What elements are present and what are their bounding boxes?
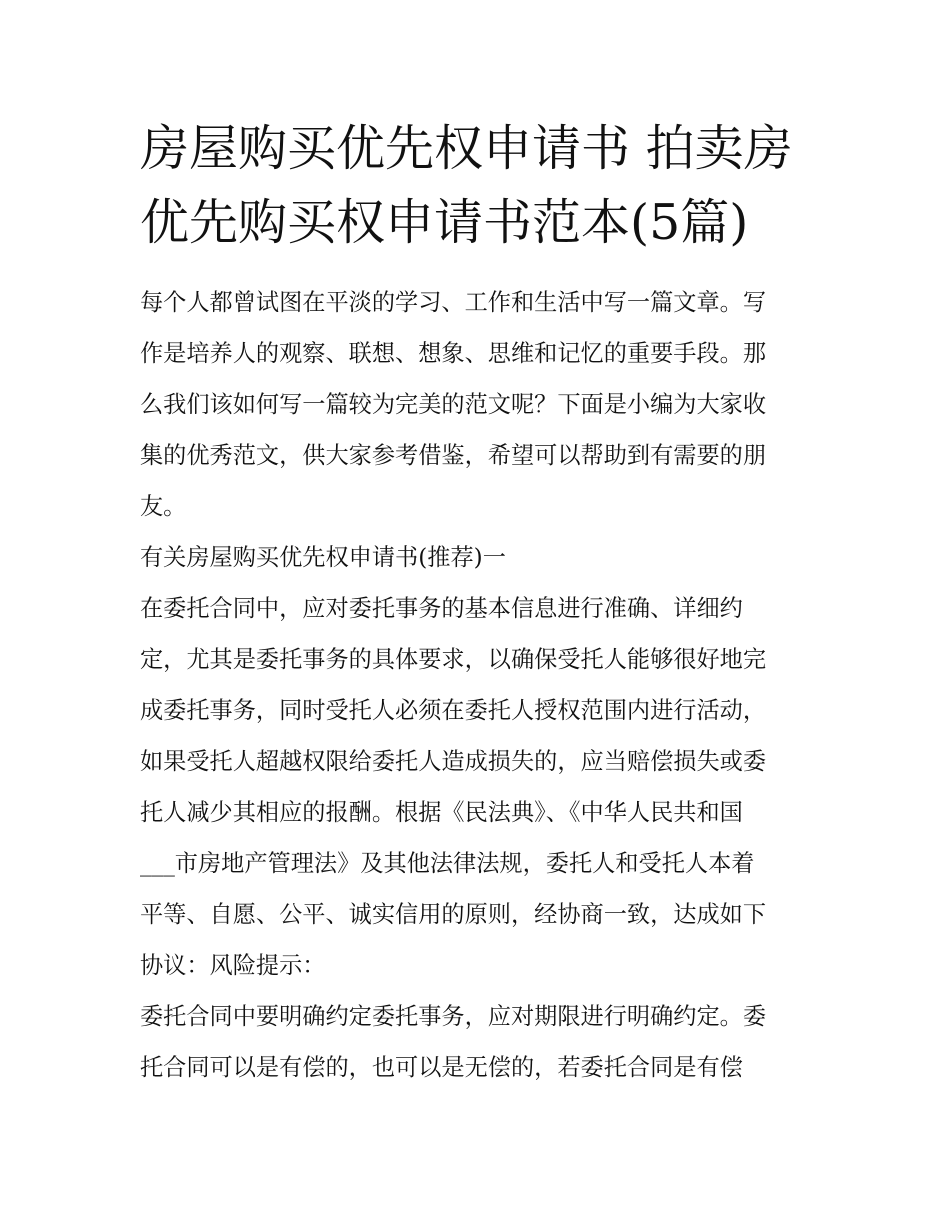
text-line: 如果受托人超越权限给委托人造成损失的，应当赔偿损失或委 (140, 748, 767, 775)
text-line: 作是培养人的观察、联想、想象、思维和记忆的重要手段。那 (140, 340, 767, 367)
text-line: 每个人都曾试图在平淡的学习、工作和生活中写一篇文章。写 (140, 289, 767, 316)
text-line: 集的优秀范文，供大家参考借鉴，希望可以帮助到有需要的朋 (140, 442, 767, 469)
text-line: 在委托合同中，应对委托事务的基本信息进行准确、详细约 (140, 595, 743, 622)
document-title (140, 112, 840, 260)
text-line: 么我们该如何写一篇较为完美的范文呢？下面是小编为大家收 (140, 391, 767, 418)
text-line: ___市房地产管理法》及其他法律法规，委托人和受托人本着 (140, 850, 755, 877)
text-line: 托合同可以是有偿的，也可以是无偿的，若委托合同是有偿 (140, 1054, 743, 1081)
text-line: 协议：风险提示： (140, 952, 326, 979)
section-heading (140, 532, 830, 583)
title-line-2: 优先购买权申请书范本(5篇) (140, 194, 749, 251)
document-body (140, 277, 830, 1093)
text-line: 成委托事务，同时受托人必须在委托人授权范围内进行活动， (140, 697, 767, 724)
title-line-1: 房屋购买优先权申请书 拍卖房 (140, 120, 793, 177)
contract-paragraph (140, 583, 830, 991)
risk-paragraph (140, 991, 830, 1093)
text-line: 平等、自愿、公平、诚实信用的原则，经协商一致，达成如下 (140, 901, 767, 928)
text-line: 托人减少其相应的报酬。根据《民法典》、《中华人民共和国 (140, 799, 743, 826)
text-line: 定，尤其是委托事务的具体要求，以确保受托人能够很好地完 (140, 646, 767, 673)
text-line: 有关房屋购买优先权申请书(推荐)一 (140, 544, 506, 571)
text-line: 友。 (140, 493, 187, 520)
text-line: 委托合同中要明确约定委托事务，应对期限进行明确约定。委 (140, 1003, 767, 1030)
intro-paragraph (140, 277, 830, 532)
